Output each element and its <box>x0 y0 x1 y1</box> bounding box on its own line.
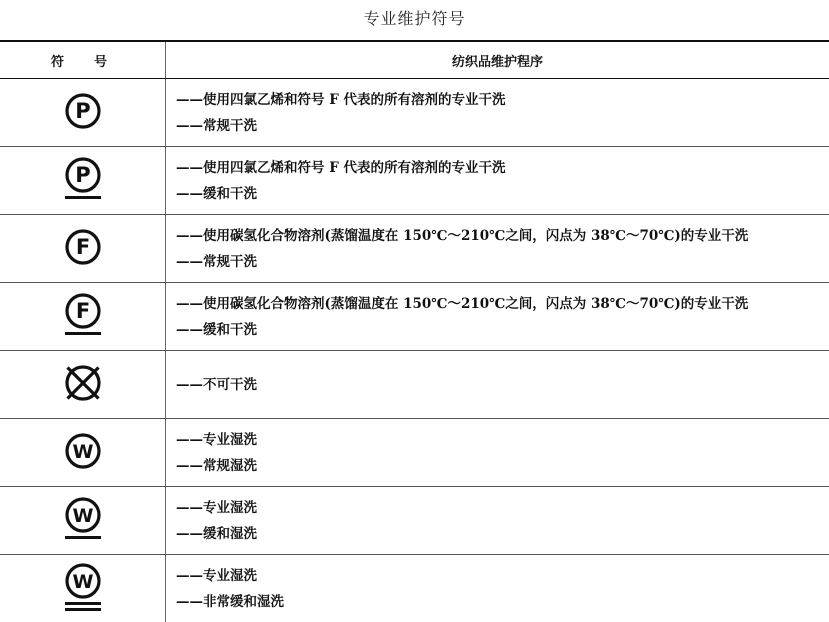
circle-F-icon <box>59 222 107 276</box>
symbol-cell <box>0 487 166 555</box>
procedure-line: ——常规干洗 <box>176 113 828 139</box>
procedure-line: ——专业湿洗 <box>176 427 828 453</box>
table-row <box>0 283 829 351</box>
table-header-row <box>0 41 829 79</box>
procedure-cell <box>166 351 829 419</box>
procedure-cell <box>166 419 829 487</box>
table-row <box>0 419 829 487</box>
svg-text:P: P <box>75 99 90 123</box>
symbol-cell <box>0 351 166 419</box>
procedure-line: ——非常缓和湿洗 <box>176 589 828 615</box>
table-row <box>0 351 829 419</box>
procedure-cell <box>166 555 829 622</box>
procedure-line: ——专业湿洗 <box>176 563 828 589</box>
symbol-cell <box>0 79 166 147</box>
svg-text:W: W <box>72 571 93 593</box>
svg-text:W: W <box>72 505 93 527</box>
procedure-line: ——使用碳氢化合物溶剂(蒸馏温度在 150℃～210℃之间，闪点为 38℃～70℃)的专业干洗 <box>176 223 828 249</box>
header-symbol: 符号 <box>0 41 166 79</box>
symbol-cell <box>0 147 166 215</box>
symbol-cell <box>0 283 166 351</box>
procedure-line: ——使用四氯乙烯和符号 F 代表的所有溶剂的专业干洗 <box>176 155 828 181</box>
procedure-line: ——缓和干洗 <box>176 181 828 207</box>
procedure-line: ——不可干洗 <box>176 372 828 398</box>
header-procedure: 纺织品维护程序 <box>166 41 829 79</box>
procedure-line: ——常规干洗 <box>176 249 828 275</box>
procedure-line: ——缓和湿洗 <box>176 521 828 547</box>
crossed-circle-icon <box>59 358 107 412</box>
symbol-cell <box>0 419 166 487</box>
circle-W-double-underline-icon <box>59 562 107 616</box>
circle-F-underline-icon <box>59 290 107 344</box>
procedure-line: ——使用四氯乙烯和符号 F 代表的所有溶剂的专业干洗 <box>176 87 828 113</box>
table-row <box>0 555 829 622</box>
procedure-line: ——专业湿洗 <box>176 495 828 521</box>
circle-P-underline-icon <box>59 154 107 208</box>
procedure-line: ——常规湿洗 <box>176 453 828 479</box>
procedure-cell <box>166 487 829 555</box>
symbol-cell <box>0 215 166 283</box>
circle-P-icon <box>59 86 107 140</box>
svg-text:F: F <box>75 299 89 323</box>
circle-W-icon <box>59 426 107 480</box>
circle-W-underline-icon <box>59 494 107 548</box>
symbol-cell <box>0 555 166 622</box>
procedure-cell <box>166 79 829 147</box>
table-row <box>0 215 829 283</box>
svg-text:P: P <box>75 163 90 187</box>
table-row <box>0 79 829 147</box>
procedure-line: ——使用碳氢化合物溶剂(蒸馏温度在 150℃～210℃之间，闪点为 38℃～70℃)的专业干洗 <box>176 291 828 317</box>
procedure-cell <box>166 147 829 215</box>
svg-text:F: F <box>75 235 89 259</box>
table-row <box>0 147 829 215</box>
procedure-cell <box>166 215 829 283</box>
care-symbol-table <box>0 40 829 622</box>
page-title: 专业维护符号 <box>0 6 829 29</box>
table-row <box>0 487 829 555</box>
procedure-line: ——缓和干洗 <box>176 317 828 343</box>
svg-text:W: W <box>72 441 93 463</box>
procedure-cell <box>166 283 829 351</box>
